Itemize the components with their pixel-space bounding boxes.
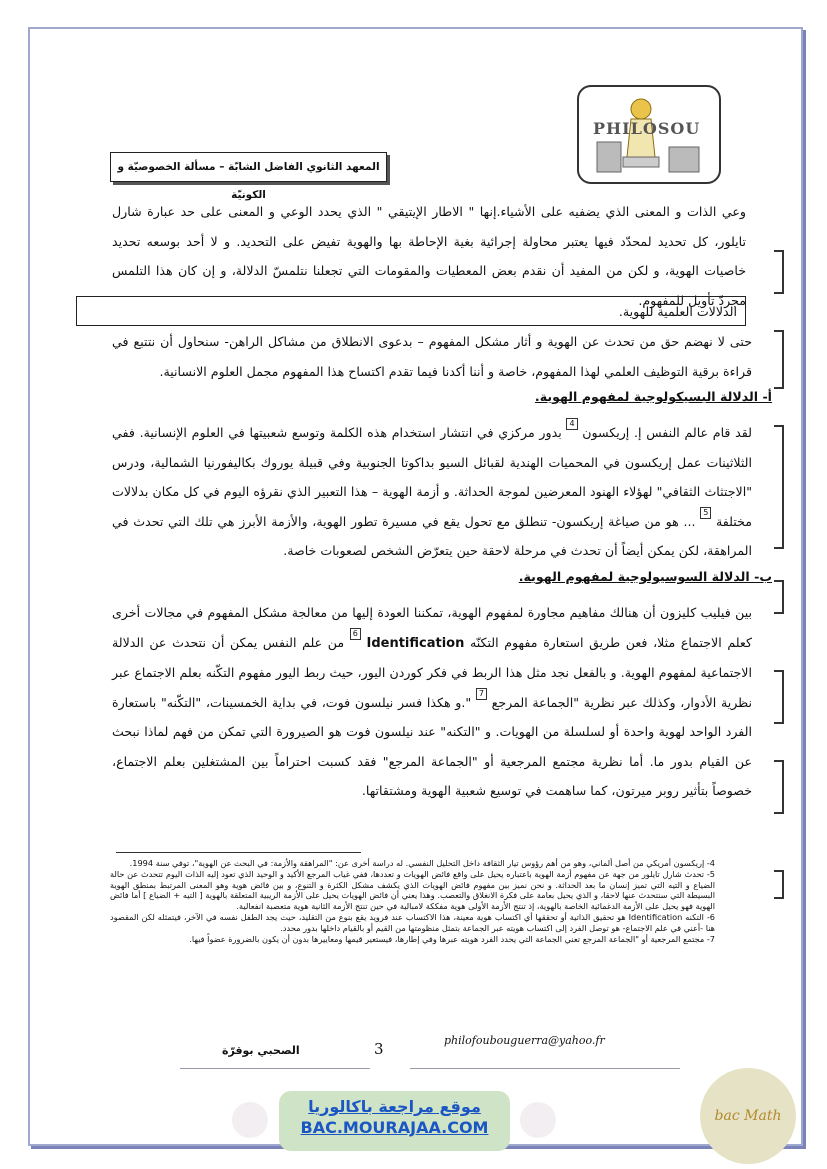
- footnote-ref[interactable]: 6: [350, 628, 361, 640]
- page-frame: [28, 27, 803, 1146]
- margin-bracket: [774, 670, 784, 724]
- banner-url[interactable]: BAC.MOURAJAA.COM: [300, 1118, 489, 1137]
- margin-bracket: [774, 250, 784, 294]
- philosophy-logo: [577, 85, 721, 184]
- bac-math-badge: bac Math: [700, 1068, 796, 1164]
- section-title: الدلالات العلمية للهوية.: [76, 296, 746, 326]
- intro-paragraph: وعي الذات و المعنى الذي يضفيه على الأشياء.إنها " الاطار الإيتيقي " الذي يحدد الوعي و المعنى على حد عبارة شارل تايلور، كل تحديد لمحدّد فيها يعتبر محاولة إجرائية بغية الإحاطة بها والهوية تفيض على التحديد. و لا أحد بوسعه تحديد خاصيات الهوية، و لكن من المفيد أن نقدم بعض المعطيات والمقومات التي تجعلنا نتلمسّ الدلالة، و إن كان هذا التلمس مجردّ تأويل للمفهوم.: [112, 204, 746, 308]
- footnote: 5- تحدث شارل تايلور من جهة عن مفهوم أزمة الهوية باعتباره يحيل على واقع فائض الهويات و تعددها، ففي غياب المرجع الأكيد و الوحيد الذي تعود إليه الذات اليوم تتحدث عن حالة الضياع و التيه التي تميز إنسان ما بعد الحداثة. و نحن نميز بين مفهوم فائض الهويات الذي يكشف مشكل الكثرة و التنوع، و بين فائض هوية وهو المعنى المرتبط بمنطق الهوية البسيطة التي سنتحدث عنها لاحقا، و الذي يحيل بعامة على فكرة الانغلاق والتعصب. وهذا يعني أن فائض الهويات يحيل على الأزمة الريبية المتعلقة بالهوية [ التيه + الضياع ] أما فائض الهوية فهو يحيل على الأزمة الدغمائية الخاصة بالهوية، إذ تنتج الأزمة الأولى هوية مفككة لامبالية في حين تنتج الأزمة الثانية هوية متعصبة انفعالية.: [110, 868, 715, 912]
- footnote: 7- مجتمع المرجعية أو "الجماعة المرجع تعني الجماعة التي يحدد الفرد هويته عبرها وفي إطارها، فيستعير قيمها ومعاييرها بدون أن يكون بالضرورة عضواً فيها.: [189, 933, 715, 944]
- books-icon: [520, 1102, 556, 1138]
- document-header: المعهد الثانوي الفاضل الشابّة – مسألة الخصوصيّة و الكونيّة: [110, 152, 387, 182]
- margin-bracket: [774, 425, 784, 549]
- sociological-paragraph: [112, 598, 752, 806]
- margin-bracket: [774, 580, 784, 614]
- psych-text-3: ... هو من صياغة إريكسون- تنطلق مع تحول يقع في مسيرة تطور الهوية، والأزمة الأبرز هي تلك التي تحدث في المراهقة، لكن يمكن أيضاً أن تحدث في مرحلة لاحقة حين يتعرّض الشخص لصعوبات خاصة.: [112, 513, 752, 558]
- site-banner[interactable]: [279, 1091, 510, 1151]
- footnote: 6- التكنه Identification هو تحقيق الذاتية أو تحققها أي اكتساب هوية معينة، هذا الاكتساب عند فرويد يقع بنوع من التقليد، حيث يجد الطفل نفسه في الآخر، فيتمثله لكن المقصود هنا -أعني في علم الاجتماع- هو توصل الفرد إلى اكتساب هويته عبر الجماعة بتمثل منظومتها من القيم أو بالقيام داخلها بدور محدد.: [110, 911, 715, 933]
- author-name: الصحبي بوقرّة: [222, 1044, 300, 1057]
- socio-text-2: من علم النفس يمكن أن نتحدث عن الدلالة الاجتماعية لمفهوم الهوية. و بالفعل نجد مثل هذا الربط في فكر كوردن اليور، حيث ربط اليور مفهوم التكّنه بعلم الاجتماع عبر نظرية الأدوار، وكذلك عبر نظرية "الجماعة المرجع: [112, 634, 752, 710]
- footnote-separator: [116, 852, 361, 853]
- footnote-ref[interactable]: 4: [566, 418, 577, 430]
- socio-text-1: بين فيليب كليزون أن هنالك مفاهيم مجاورة لمفهوم الهوية، تمكننا العودة إليها من معالجة مشكل المفهوم في مجالات أخرى كعلم الاجتماع مثلا، فعن طريق استعارة مفهوم التكنّه: [112, 605, 752, 650]
- psych-text-2: بدور مركزي في انتشار استخدام هذه الكلمة وتوسع شعبيتها في العلوم الإنسانية. ففي الثلاثينات عمل إريكسون في المحميات الهندية لقبائل السيو بداكوتا الجنوبية وفي قبيلة يوروك بكاليفورنيا الشمالية، ودرس "الاجتثاث الثقافي" لهؤلاء الهنود المعرضين لموجة الحداثة. و أزمة الهوية – هذا التعبير الذي نقرؤه اليوم في كل مكان بدلالات مختلفة: [112, 425, 752, 529]
- page-number: 3: [374, 1040, 384, 1058]
- footer-rule: [410, 1068, 680, 1069]
- margin-bracket: [774, 870, 784, 899]
- margin-bracket: [774, 760, 784, 814]
- socio-text-3: ".و هكذا فسر نيلسون فوت، في بداية الخمسينات، "التكّنه" باستعارة الفرد الواحد لهوية واحدة أو لسلسلة من الهويات. و "التكنه" عند نيلسون فوت هو الصيرورة التي تمكن من فهم لماذا نبحث عن القيام بدور ما. أما نظرية مجتمع المرجعية أو "الجماعة المرجع" فقد كسبت احتراماً بين المشتغلين بعلم الاجتماع، خصوصاً بتأثير روبر ميرتون، كما ساهمت في توسيع شعبية الهوية ومشتقاتها.: [112, 694, 752, 798]
- heading-psychological: أ- الدلالة البسيكولوجية لمفهوم الهوية.: [534, 389, 772, 404]
- logo-text: PHILOSOU: [593, 119, 701, 138]
- footnote-ref[interactable]: 5: [700, 507, 711, 519]
- footer-rule: [180, 1068, 370, 1069]
- identification-term: Identification: [366, 635, 465, 651]
- psychological-paragraph: [112, 418, 752, 566]
- footnote: 4- إريكسون أمريكي من أصل ألماني، وهو من أهم رؤوس تيار الثقافة داخل التحليل النفسي. له دراسة أخرى عن: "المراهقة والأزمة: في البحث عن الهوية"، توفي سنة 1994.: [129, 858, 715, 868]
- footnotes: [110, 858, 715, 944]
- banner-title[interactable]: موقع مراجعة باكالوريا: [308, 1097, 481, 1116]
- author-email[interactable]: philofoubouguerra@yahoo.fr: [444, 1034, 605, 1047]
- heading-sociological: ب- الدلالة السوسيولوجية لمفهوم الهوية.: [518, 569, 772, 584]
- books-icon: [232, 1102, 268, 1138]
- footnote-ref[interactable]: 7: [476, 688, 487, 700]
- section-intro-paragraph: حتى لا نهضم حق من تحدث عن الهوية و أثار مشكل المفهوم – بدعوى الانطلاق من مشاكل الراهن- سنحاول أن نتتبع في قراءة برقية التوظيف العلمي لهذا المفهوم، خاصة و أننا أكدنا فيما تقدم اكتساح هذا المفهوم مجمل العلوم الانسانية.: [112, 334, 752, 379]
- margin-bracket: [774, 330, 784, 389]
- psych-text-1: لقد قام عالم النفس إ. إريكسون: [582, 425, 752, 440]
